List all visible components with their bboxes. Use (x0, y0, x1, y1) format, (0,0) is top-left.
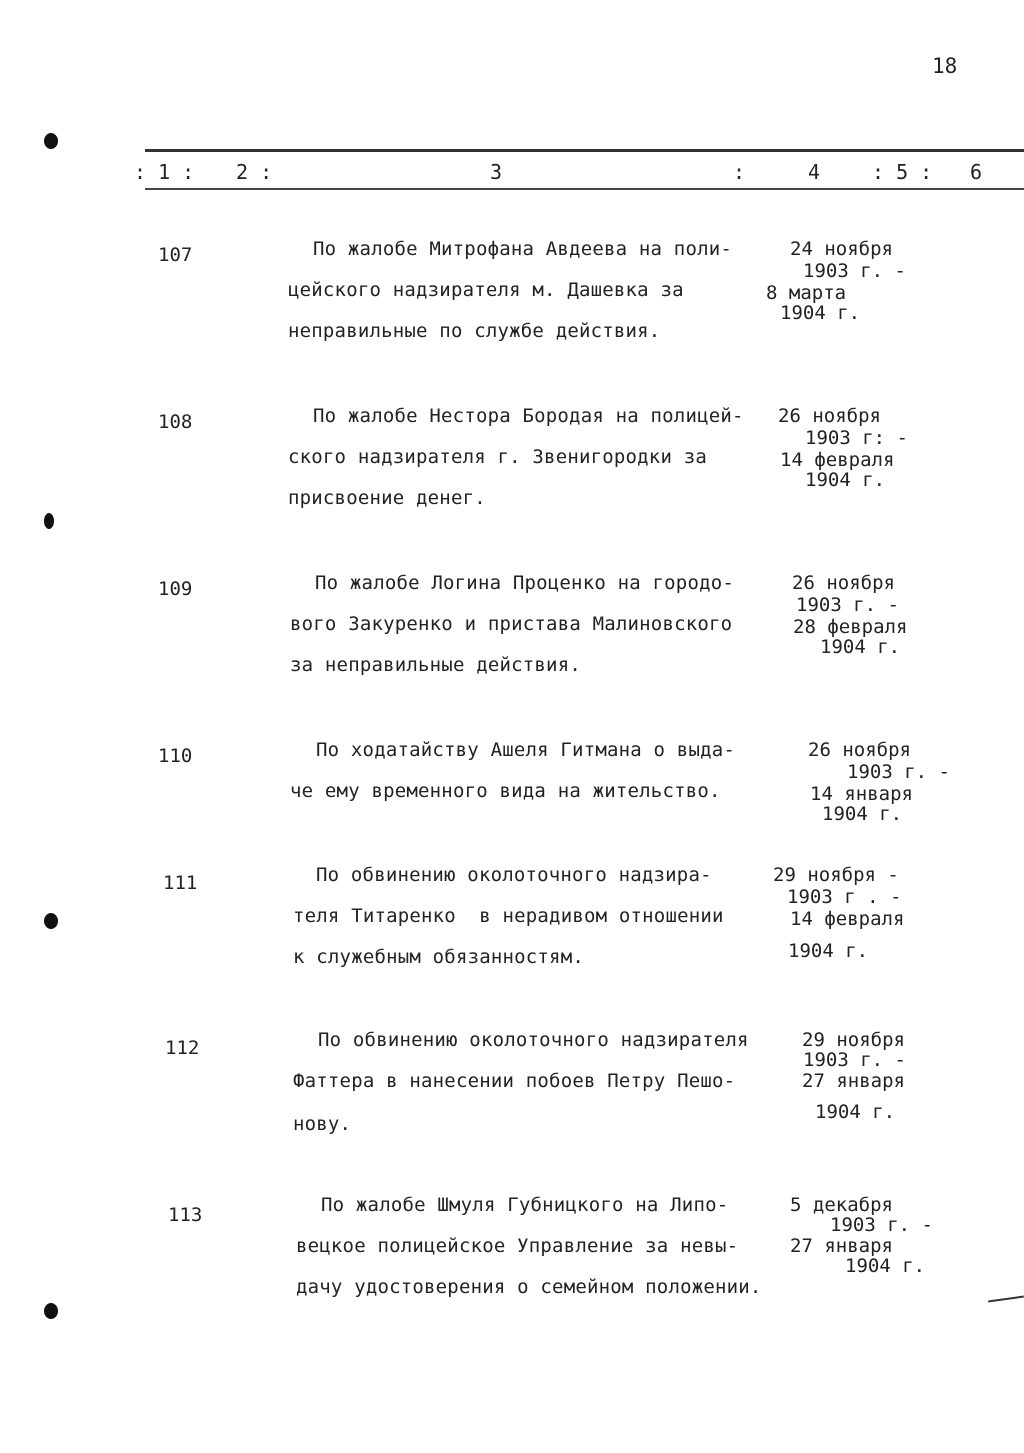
entry-description-line: присвоение денег. (288, 487, 486, 509)
entry-description-line: че ему временного вида на жительство. (290, 780, 721, 802)
table-header-top-rule (145, 149, 1024, 152)
entry-description-line: По обвинению околоточного надзирателя (318, 1029, 749, 1051)
table-row (0, 864, 1024, 1004)
entry-description-line: дачу удостоверения о семейном положении. (296, 1276, 762, 1298)
entry-description-line: к служебным обязанностям. (293, 946, 584, 968)
entry-date-end: 27 января (802, 1070, 905, 1092)
entry-number: 111 (163, 872, 198, 894)
column-separator: : (733, 160, 746, 184)
entry-date-end: 8 марта (766, 282, 847, 304)
entry-description-line: По обвинению околоточного надзира- (316, 864, 712, 886)
entry-date-end-year: 1904 г. (815, 1101, 896, 1123)
table-header-bottom-rule (145, 188, 1024, 190)
punch-hole-mark (44, 1303, 58, 1319)
entry-date-start-year: 1903 г. - (847, 761, 950, 783)
entry-description-line: нову. (293, 1113, 352, 1135)
entry-number: 107 (158, 244, 193, 266)
entry-description-line: По жалобе Логина Проценко на городо- (315, 572, 735, 594)
table-row (0, 238, 1024, 378)
entry-date-end: 14 января (810, 783, 913, 805)
entry-date-start: 26 ноября (808, 739, 911, 761)
entry-date-start-year: 1903 г. - (803, 1049, 906, 1071)
entry-number: 113 (168, 1204, 203, 1226)
entry-date-end-year: 1904 г. (805, 469, 886, 491)
entry-description-line: теля Титаренко в нерадивом отношении (293, 905, 724, 927)
table-row (0, 572, 1024, 712)
entry-number: 112 (165, 1037, 200, 1059)
entry-date-start-year: 1903 г. - (803, 260, 906, 282)
entry-description-line: По жалобе Митрофана Авдеева на поли- (313, 238, 733, 260)
entry-date-start: 24 ноября (790, 238, 893, 260)
punch-hole-mark (44, 133, 58, 149)
entry-date-start: 26 ноября (778, 405, 881, 427)
punch-hole-mark (44, 513, 54, 529)
entry-description-line: По жалобе Нестора Бородая на полицей- (313, 405, 744, 427)
column-2-header: 2 : (236, 160, 273, 184)
entry-date-start-year: 1903 г . - (787, 886, 902, 908)
table-row (0, 1029, 1024, 1169)
entry-date-start: 5 декабря (790, 1194, 893, 1216)
entry-number: 109 (158, 578, 193, 600)
entry-date-end: 14 февраля (780, 449, 895, 471)
entry-date-end-year: 1904 г. (820, 636, 901, 658)
entry-date-start: 29 ноября (802, 1029, 905, 1051)
page-number: 18 (932, 54, 958, 78)
entry-date-start: 29 ноября - (773, 864, 899, 886)
entry-date-start-year: 1903 г: - (805, 427, 908, 449)
entry-number: 110 (158, 745, 193, 767)
column-6-header: 6 (970, 160, 983, 184)
punch-hole-mark (44, 913, 58, 929)
entry-date-end: 28 февраля (793, 616, 908, 638)
column-3-header: 3 (490, 160, 503, 184)
entry-date-end: 14 февраля (790, 908, 905, 930)
entry-date-start: 26 ноября (792, 572, 895, 594)
entry-date-end-year: 1904 г. (788, 940, 869, 962)
entry-description-line: Фаттера в нанесении побоев Петру Пешо- (293, 1070, 736, 1092)
table-row (0, 1194, 1024, 1334)
entry-date-start-year: 1903 г. - (796, 594, 899, 616)
column-5-header: : 5 : (872, 160, 933, 184)
entry-date-end-year: 1904 г. (845, 1255, 926, 1277)
table-row (0, 739, 1024, 879)
table-row (0, 405, 1024, 545)
entry-description-line: ского надзирателя г. Звенигородки за (288, 446, 708, 468)
entry-description-line: неправильные по службе действия. (288, 320, 661, 342)
entry-number: 108 (158, 411, 193, 433)
entry-description-line: вого Закуренко и пристава Малиновского (290, 613, 733, 635)
entry-description-line: вецкое полицейское Управление за невы- (296, 1235, 739, 1257)
entry-description-line: По ходатайству Ашеля Гитмана о выда- (316, 739, 736, 761)
entry-date-end-year: 1904 г. (780, 302, 861, 324)
entry-date-start-year: 1903 г. - (830, 1214, 933, 1236)
column-4-header: 4 (808, 160, 821, 184)
entry-description-line: По жалобе Шмуля Губницкого на Липо- (321, 1194, 729, 1216)
column-1-header: : 1 : (134, 160, 195, 184)
entry-description-line: цейского надзирателя м. Дашевка за (288, 279, 684, 301)
entry-description-line: за неправильные действия. (290, 654, 581, 676)
entry-date-end-year: 1904 г. (822, 803, 903, 825)
entry-date-end: 27 января (790, 1235, 893, 1257)
